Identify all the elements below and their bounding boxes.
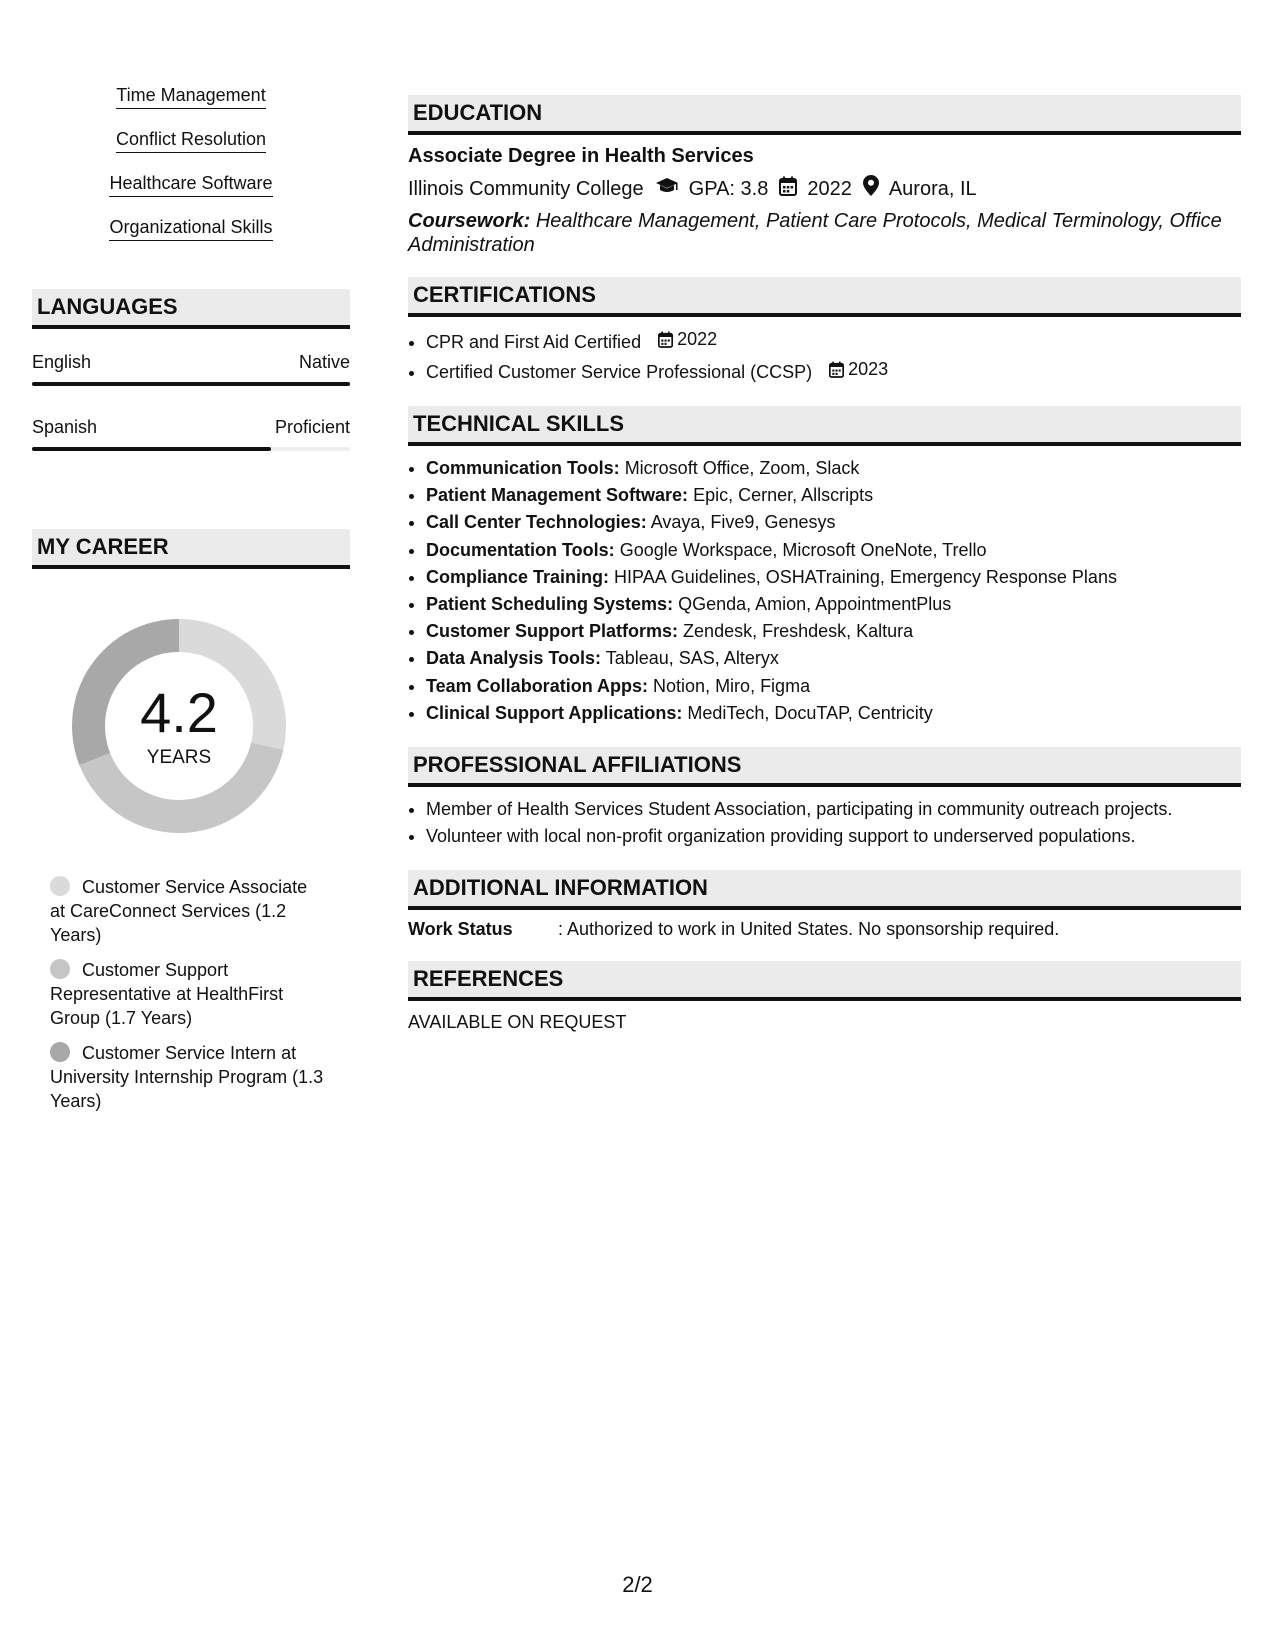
language-level: Proficient (274, 417, 350, 437)
coursework-label: Coursework: (408, 210, 531, 232)
skill-category: Patient Scheduling Systems: (426, 594, 674, 615)
legend-label: Customer Support Representative at HealthFirst Group (1.7 Years) (50, 960, 284, 1028)
soft-skills-list (32, 84, 350, 241)
school-location: Aurora, IL (888, 177, 977, 200)
additional-info-section (408, 870, 1241, 941)
list-item (32, 84, 350, 109)
list-item (426, 618, 1241, 645)
skill-category: Clinical Support Applications: (426, 702, 683, 723)
skill-values: Tableau, SAS, Alteryx (605, 648, 779, 669)
skill-category: Patient Management Software: (426, 485, 689, 506)
gpa-value: GPA: 3.8 (688, 177, 769, 200)
certifications-heading: CERTIFICATIONS (408, 277, 1241, 317)
affiliations-section (408, 747, 1241, 850)
school-name: Illinois Community College (408, 177, 644, 200)
language-name: English (32, 352, 92, 372)
graduation-cap-icon (655, 177, 679, 201)
page-number: 2/2 (622, 1572, 653, 1597)
list-item (426, 482, 1241, 509)
list-item (32, 172, 350, 197)
technical-skills-list (408, 455, 1241, 727)
education-heading: EDUCATION (408, 95, 1241, 135)
education-meta (408, 175, 1241, 202)
skill-values: Epic, Cerner, Allscripts (693, 485, 874, 506)
list-item (32, 216, 350, 241)
language-row (32, 351, 350, 386)
calendar-icon (658, 331, 673, 348)
left-column (32, 84, 350, 1124)
language-name: Spanish (32, 417, 98, 437)
language-bar (32, 447, 350, 451)
career-donut-chart (64, 611, 294, 841)
skill-values: QGenda, Amion, AppointmentPlus (678, 594, 952, 615)
certification-year: 2023 (848, 359, 889, 379)
work-status-row (408, 917, 1241, 941)
legend-label: Customer Service Intern at University Internship Program (1.3 Years) (50, 1043, 324, 1111)
legend-item (50, 958, 325, 1030)
skill-tag: Time Management (116, 84, 265, 109)
references-section (408, 961, 1241, 1034)
map-pin-icon (863, 175, 879, 202)
legend-dot (50, 1042, 70, 1062)
skill-values: MediTech, DocuTAP, Centricity (687, 702, 933, 723)
list-item (426, 564, 1241, 591)
list-item (426, 537, 1241, 564)
coursework-list: Healthcare Management, Patient Care Protocols, Medical Terminology, Office Administration (408, 210, 1222, 256)
skill-category: Team Collaboration Apps: (426, 675, 649, 696)
list-item (426, 700, 1241, 727)
affiliations-heading: PROFESSIONAL AFFILIATIONS (408, 747, 1241, 787)
certification-name: CPR and First Aid Certified (426, 332, 642, 352)
language-row (32, 416, 350, 451)
technical-skills-heading: TECHNICAL SKILLS (408, 406, 1241, 446)
language-bar-fill (32, 382, 350, 386)
list-item: • Volunteer with local non-profit organization providing support to underserved populations. (426, 823, 1241, 850)
list-item (426, 673, 1241, 700)
skill-values: Notion, Miro, Figma (653, 675, 811, 696)
skill-tag: Organizational Skills (109, 216, 272, 241)
calendar-icon (829, 361, 844, 378)
skill-values: Google Workspace, Microsoft OneNote, Trello (619, 539, 987, 560)
right-column (408, 95, 1241, 1054)
skill-tag: Conflict Resolution (116, 128, 266, 153)
skill-values: Avaya, Five9, Genesys (650, 512, 836, 533)
language-bar-fill (32, 447, 271, 451)
career-legend (50, 875, 325, 1113)
certification-name: Certified Customer Service Professional (CCSP) (426, 362, 813, 382)
legend-dot (50, 876, 70, 896)
calendar-icon (779, 176, 797, 202)
technical-skills-section (408, 406, 1241, 727)
work-status-label: Work Status (408, 919, 513, 940)
legend-item (50, 1041, 325, 1113)
legend-item (50, 875, 325, 947)
coursework (408, 209, 1241, 257)
list-item (426, 509, 1241, 536)
languages-section (32, 289, 350, 451)
legend-dot (50, 959, 70, 979)
list-item (32, 128, 350, 153)
list-item: • Member of Health Services Student Association, participating in community outreach projects. (426, 796, 1241, 823)
skill-values: HIPAA Guidelines, OSHATraining, Emergency Response Plans (614, 566, 1117, 587)
references-heading: REFERENCES (408, 961, 1241, 1001)
career-total-years: 4.2 (140, 681, 218, 744)
skill-category: Communication Tools: (426, 458, 620, 478)
legend-label: Customer Service Associate at CareConnect Services (1.2 Years) (50, 877, 308, 945)
education-section (408, 95, 1241, 257)
list-item (426, 356, 1241, 386)
skill-category: Compliance Training: (426, 566, 610, 587)
certifications-section (408, 277, 1241, 386)
list-item (426, 645, 1241, 672)
list-item (426, 326, 1241, 356)
career-years-label: YEARS (146, 747, 212, 768)
skill-category: Call Center Technologies: (426, 512, 647, 533)
skill-tag: Healthcare Software (109, 172, 272, 197)
languages-heading: LANGUAGES (32, 289, 350, 329)
references-text: AVAILABLE ON REQUEST (408, 1012, 627, 1033)
work-status-value: : Authorized to work in United States. No sponsorship required. (558, 919, 1060, 940)
skill-values: Zendesk, Freshdesk, Kaltura (683, 621, 914, 642)
list-item (426, 455, 1241, 482)
degree-title: Associate Degree in Health Services (408, 145, 754, 167)
career-heading: MY CAREER (32, 529, 350, 569)
additional-info-heading: ADDITIONAL INFORMATION (408, 870, 1241, 910)
skill-category: Data Analysis Tools: (426, 648, 602, 669)
language-bar (32, 382, 350, 386)
skill-values: Microsoft Office, Zoom, Slack (624, 458, 860, 478)
skill-category: Customer Support Platforms: (426, 621, 679, 642)
graduation-year: 2022 (807, 177, 852, 200)
career-section (32, 529, 350, 1113)
language-level: Native (298, 352, 350, 372)
skill-category: Documentation Tools: (426, 539, 615, 560)
list-item (426, 591, 1241, 618)
certification-year: 2022 (677, 329, 718, 349)
affiliations-list (408, 796, 1241, 850)
certifications-list (408, 326, 1241, 386)
